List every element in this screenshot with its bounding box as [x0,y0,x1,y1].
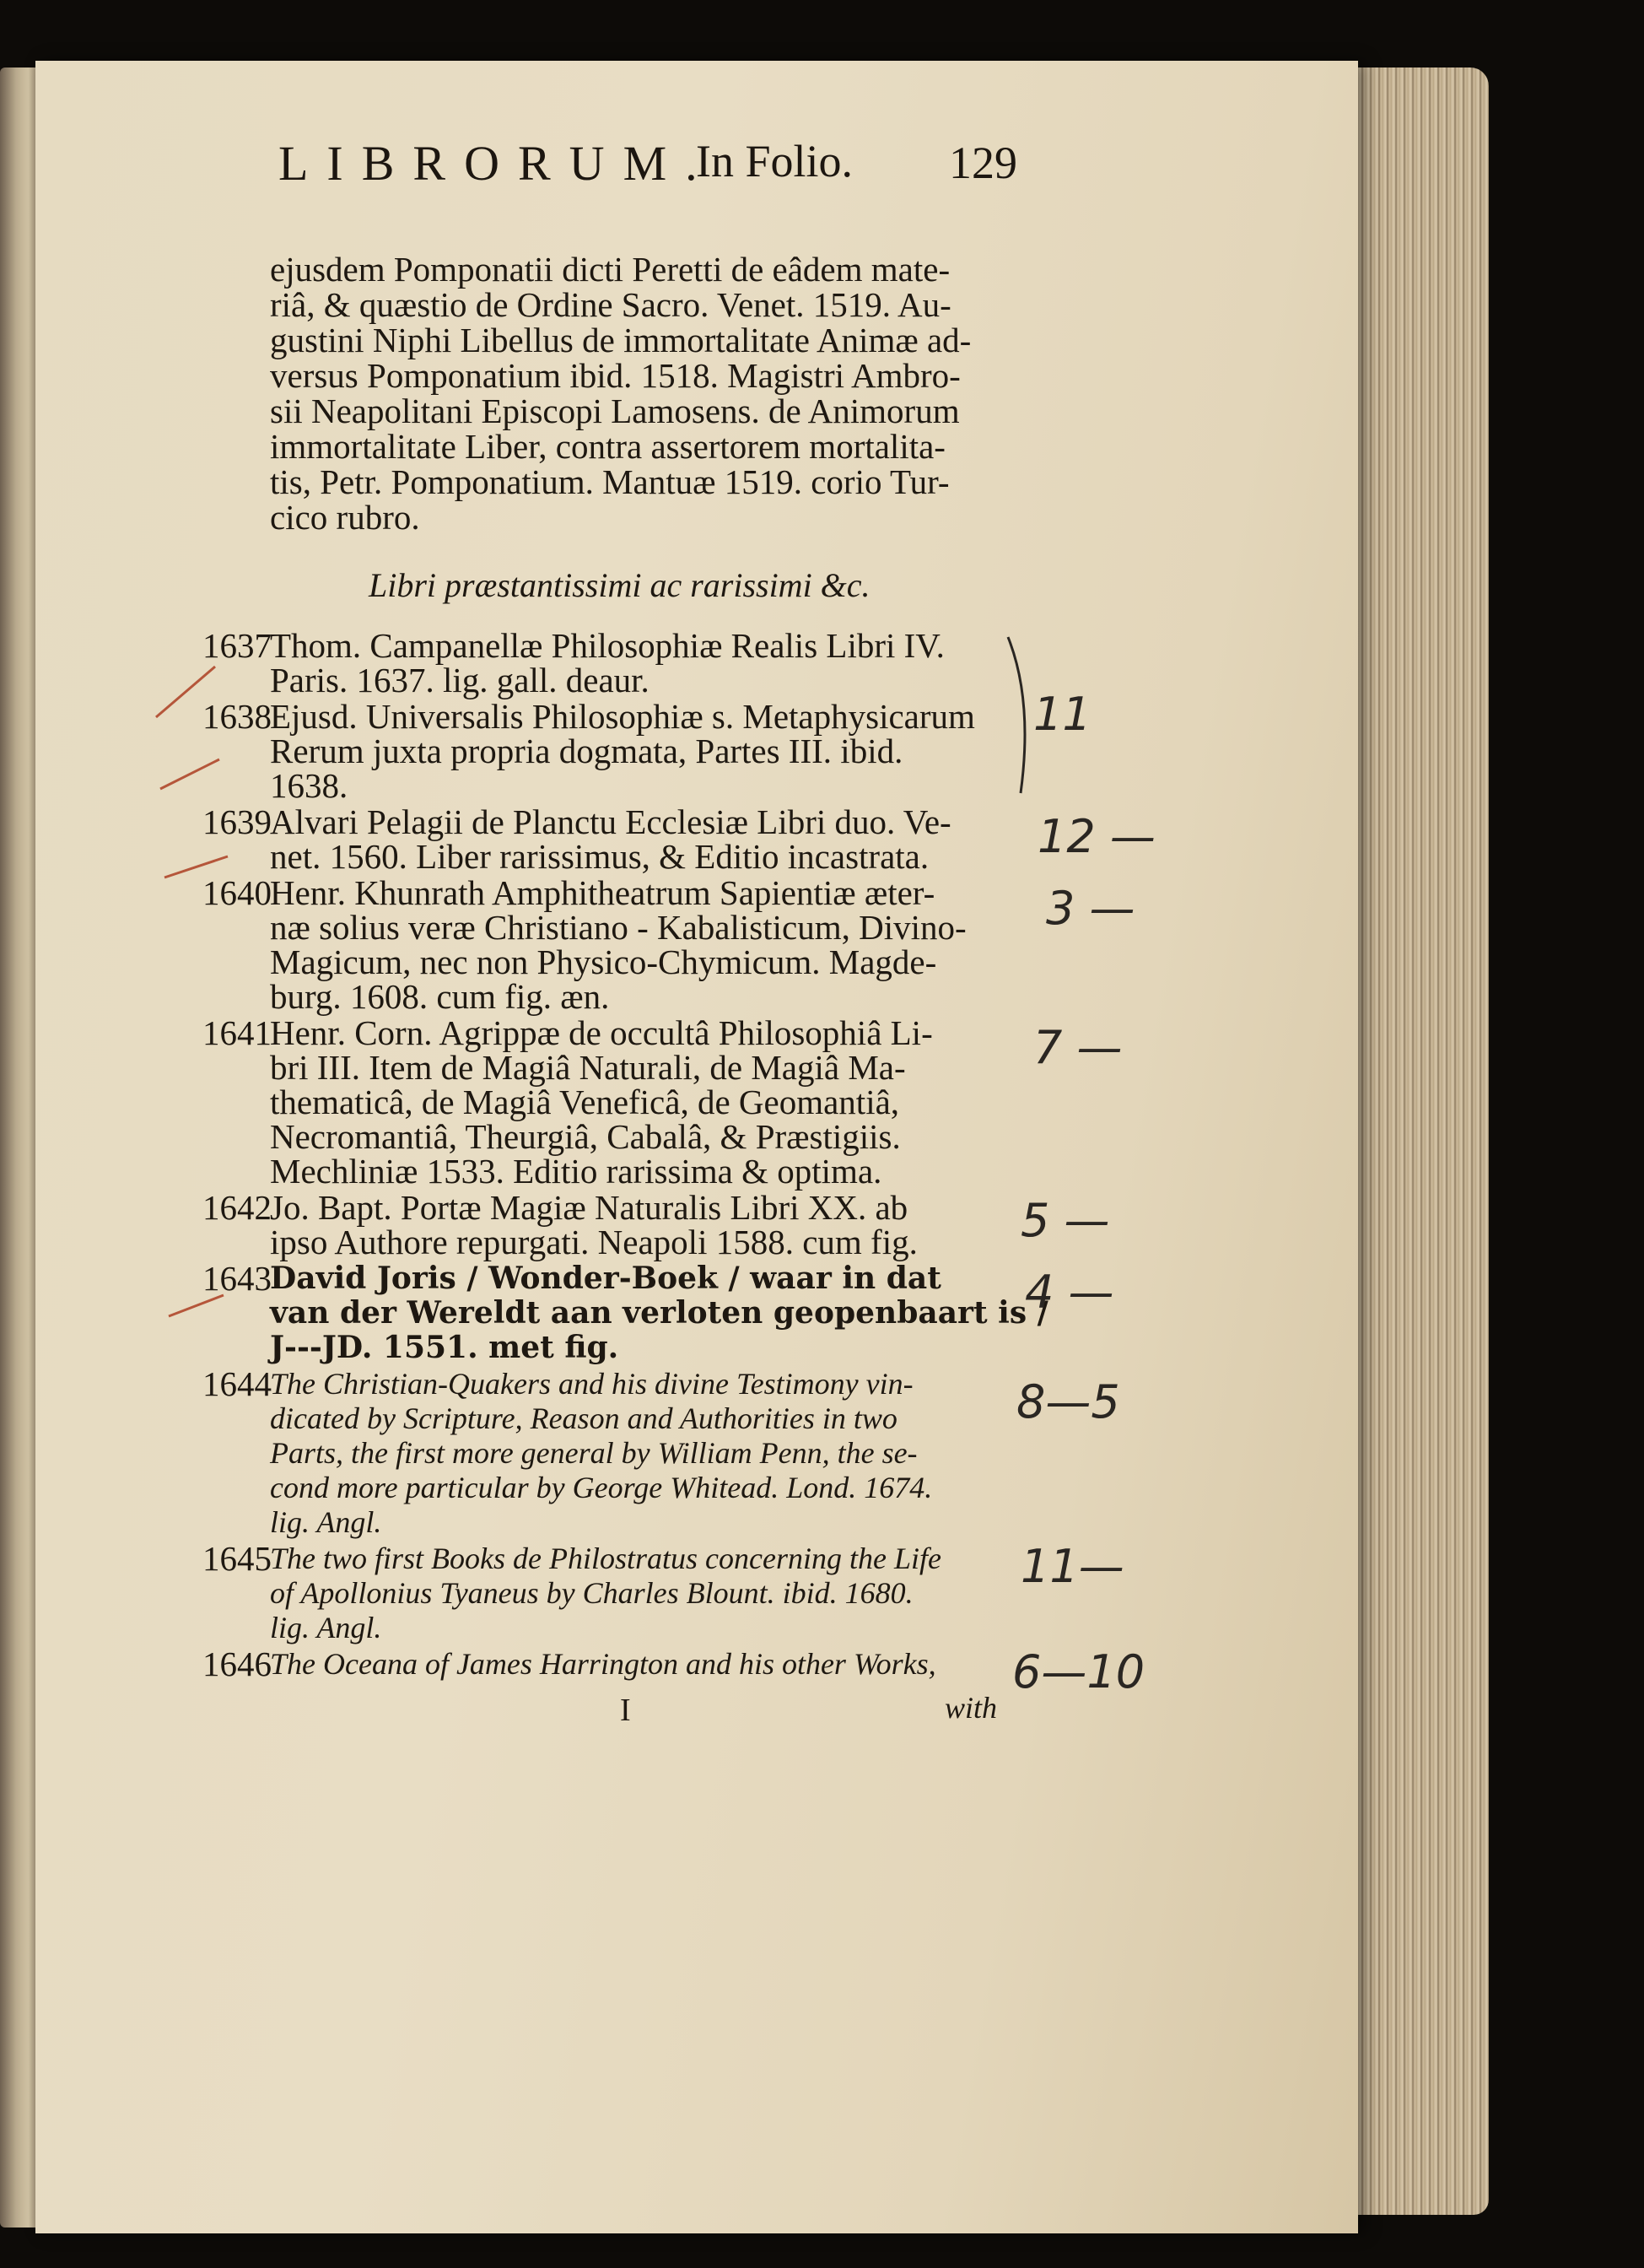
entry-number: 1640 [202,873,272,912]
entry-line: Necromantiâ, Theurgiâ, Cabalâ, & Præstigiis. [270,1117,901,1156]
entry-line: Henr. Corn. Agrippæ de occultâ Philosophiâ Li- [270,1013,933,1052]
page-number: 129 [949,138,1017,188]
entry-number: 1646 [202,1644,272,1683]
entry-line: Rerum juxta propria dogmata, Partes III. ibid. [270,732,903,770]
section-subheading: Libri præstantissimi ac rarissimi &c. [369,566,871,604]
entry-line: The two first Books de Philostratus concerning the Life [270,1542,941,1575]
price-annotation: 6—10 [1012,1645,1145,1698]
running-head-format: In Folio. [696,136,854,186]
text-line: gustini Niphi Libellus de immortalitate Animæ ad- [270,321,972,359]
entry-line: Thom. Campanellæ Philosophiæ Realis Libri IV. [270,626,945,665]
entry-line: lig. Angl. [270,1611,382,1644]
entry-line: David Joris / Wonder-Boek / waar in dat [270,1261,941,1296]
entry-number: 1638 [202,697,272,736]
entry-line: Alvari Pelagii de Planctu Ecclesiæ Libri duo. Ve- [270,802,951,841]
entry-line: Henr. Khunrath Amphitheatrum Sapientiæ æter- [270,873,935,912]
entry-line: Mechliniæ 1533. Editio rarissima & optima. [270,1152,882,1191]
red-pencil-stroke [164,856,228,878]
text-line: riâ, & quæstio de Ordine Sacro. Venet. 1519. Au- [270,285,951,324]
entry-line: J---JD. 1551. met fig. [270,1330,619,1365]
red-pencil-stroke [169,1295,224,1316]
entry-line: of Apollonius Tyaneus by Charles Blount. ibid. 1680. [270,1576,914,1610]
text-line: immortalitate Liber, contra assertorem mortalita- [270,427,946,466]
price-annotation: 7 — [1033,1021,1123,1074]
entry-line: Jo. Bapt. Portæ Magiæ Naturalis Libri XX. ab [270,1188,908,1227]
price-annotation: 11 [1033,688,1092,741]
red-pencil-stroke [160,759,219,789]
entry-number: 1642 [202,1188,272,1227]
entry-number: 1643 [202,1259,272,1298]
text-line: sii Neapolitani Episcopi Lamosens. de Animorum [270,392,960,430]
entry-line: bri III. Item de Magiâ Naturali, de Magiâ Ma- [270,1048,906,1087]
entry-line: dicated by Scripture, Reason and Authorities in two [270,1401,897,1435]
price-annotation: 3 — [1046,882,1135,935]
entry-number: 1644 [202,1364,272,1403]
catchword: with [945,1691,998,1725]
price-annotation: 8—5 [1016,1375,1120,1428]
entry-line: Magicum, nec non Physico-Chymicum. Magde- [270,942,937,981]
signature-mark: I [620,1693,631,1728]
price-annotation: 4 — [1025,1266,1114,1319]
price-annotation: 11— [1021,1540,1124,1593]
entry-line: burg. 1608. cum fig. æn. [270,977,610,1016]
text-line: versus Pomponatium ibid. 1518. Magistri Ambro- [270,356,961,395]
entry-line: The Oceana of James Harrington and his other Works, [270,1647,936,1681]
price-annotation: 12 — [1038,810,1156,863]
entry-line: cond more particular by George Whitead. Lond. 1674. [270,1471,933,1504]
entry-line: ipso Authore repurgati. Neapoli 1588. cum fig. [270,1223,918,1261]
entry-line: The Christian-Quakers and his divine Testimony vin- [270,1367,914,1401]
entry-number: 1639 [202,802,272,841]
entry-line: Paris. 1637. lig. gall. deaur. [270,661,650,699]
entry-line: thematicâ, de Magiâ Veneficâ, de Geomantiâ, [270,1083,900,1121]
text-line: tis, Petr. Pomponatium. Mantuæ 1519. corio Tur- [270,462,950,501]
red-pencil-stroke [156,667,215,717]
bracket-mark [1008,637,1025,793]
entry-line: Parts, the first more general by William Penn, the se- [270,1436,918,1470]
entry-number: 1641 [202,1013,272,1052]
text-line: ejusdem Pomponatii dicti Peretti de eâdem mate- [270,250,951,289]
text-line: cico rubro. [270,498,420,537]
entry-line: van der Wereldt aan verloten geopenbaart is / [270,1295,1048,1331]
price-annotation: 5 — [1021,1194,1110,1247]
entry-line: net. 1560. Liber rarissimus, & Editio incastrata. [270,837,930,876]
entry-line: 1638. [270,766,348,805]
entry-number: 1645 [202,1539,272,1578]
entry-line: lig. Angl. [270,1505,382,1539]
running-head-title: LIBRORUM. [278,136,716,191]
entry-line: Ejusd. Universalis Philosophiæ s. Metaphysicarum [270,697,975,736]
entry-number: 1637 [202,626,272,665]
entry-line: næ solius veræ Christiano - Kabalisticum, Divino- [270,908,967,947]
